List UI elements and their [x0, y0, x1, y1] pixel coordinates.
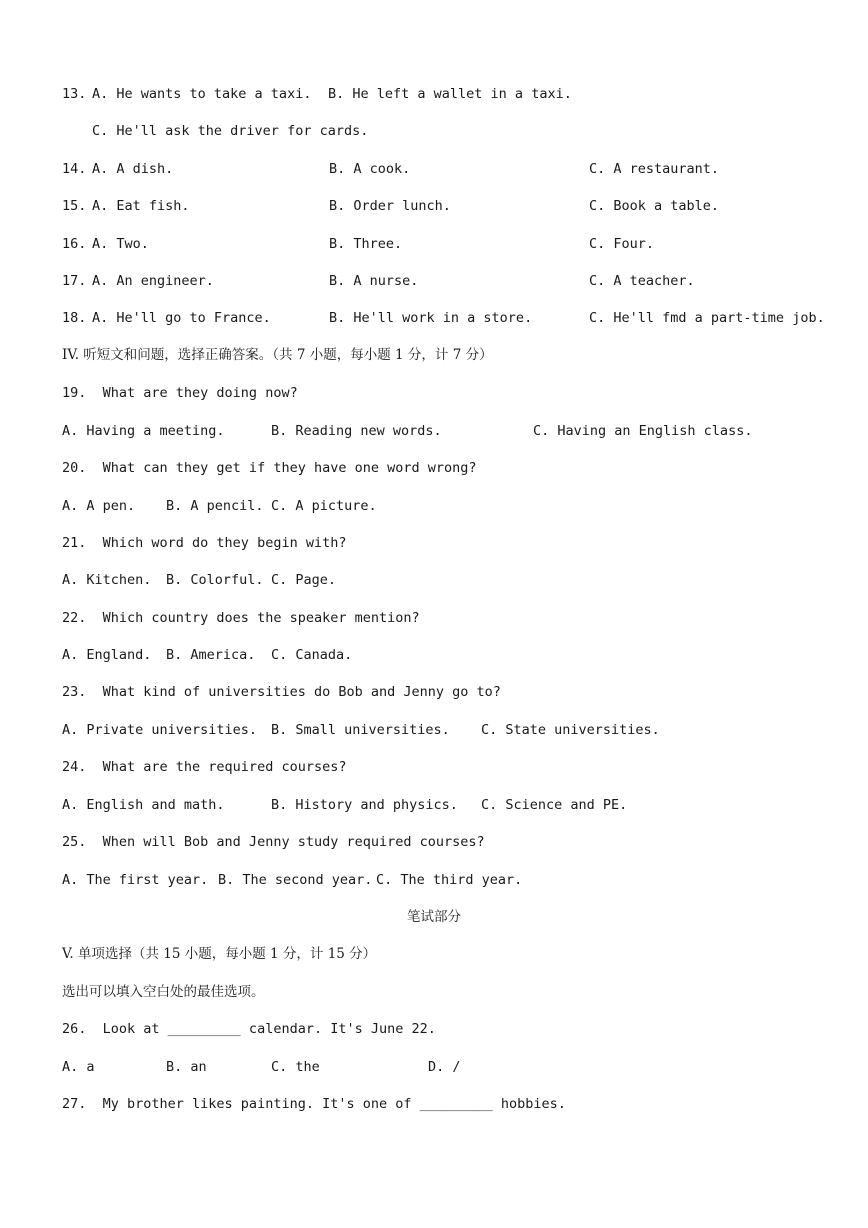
- question-25-option-c: C. The third year.: [376, 872, 523, 888]
- written-part-title: 笔试部分: [407, 909, 461, 925]
- question-19-text: 19. What are they doing now?: [62, 385, 298, 401]
- question-18-option-a: A. He'll go to France.: [92, 310, 271, 326]
- question-22-text: 22. Which country does the speaker mention?: [62, 610, 420, 626]
- question-20-text: 20. What can they get if they have one word wrong?: [62, 460, 477, 476]
- question-13-option-b: B. He left a wallet in a taxi.: [328, 86, 572, 102]
- question-22-option-b: B. America.: [166, 647, 256, 663]
- question-23-option-a: A. Private universities.: [62, 722, 258, 738]
- question-15-number: 15.: [62, 198, 87, 214]
- question-16-option-a: A. Two.: [92, 236, 149, 252]
- question-20-option-c: C. A picture.: [271, 498, 377, 514]
- question-17-option-a: A. An engineer.: [92, 273, 214, 289]
- question-19-option-a: A. Having a meeting.: [62, 423, 225, 439]
- question-26-option-b: B. an: [166, 1059, 207, 1075]
- question-22-option-a: A. England.: [62, 647, 152, 663]
- question-15-option-b: B. Order lunch.: [329, 198, 451, 214]
- question-24-option-b: B. History and physics.: [271, 797, 458, 813]
- question-21-option-a: A. Kitchen.: [62, 572, 152, 588]
- question-14-option-b: B. A cook.: [329, 161, 411, 177]
- question-13-option-a: A. He wants to take a taxi.: [92, 86, 312, 102]
- question-25-text: 25. When will Bob and Jenny study required courses?: [62, 834, 485, 850]
- question-21-option-b: B. Colorful.: [166, 572, 264, 588]
- question-23-option-b: B. Small universities.: [271, 722, 450, 738]
- question-21-option-c: C. Page.: [271, 572, 337, 588]
- question-19-option-c: C. Having an English class.: [533, 423, 753, 439]
- question-26-option-d: D. /: [428, 1059, 461, 1075]
- question-16-number: 16.: [62, 236, 87, 252]
- section-4-heading: IV. 听短文和问题，选择正确答案。（共 7 小题，每小题 1 分，计 7 分）: [62, 347, 493, 363]
- question-13-option-c: C. He'll ask the driver for cards.: [92, 123, 369, 139]
- question-24-option-c: C. Science and PE.: [481, 797, 628, 813]
- section-5-instruction: 选出可以填入空白处的最佳选项。: [62, 984, 265, 1000]
- question-26-option-a: A. a: [62, 1059, 95, 1075]
- question-16-option-c: C. Four.: [589, 236, 655, 252]
- question-13-number: 13.: [62, 86, 87, 102]
- question-17-option-b: B. A nurse.: [329, 273, 419, 289]
- question-25-option-a: A. The first year.: [62, 872, 209, 888]
- question-15-option-a: A. Eat fish.: [92, 198, 190, 214]
- question-18-option-b: B. He'll work in a store.: [329, 310, 533, 326]
- question-20-option-a: A. A pen.: [62, 498, 136, 514]
- question-26-text: 26. Look at _________ calendar. It's June 22.: [62, 1021, 436, 1037]
- question-22-option-c: C. Canada.: [271, 647, 353, 663]
- question-20-option-b: B. A pencil.: [166, 498, 264, 514]
- question-26-option-c: C. the: [271, 1059, 320, 1075]
- question-17-option-c: C. A teacher.: [589, 273, 695, 289]
- question-15-option-c: C. Book a table.: [589, 198, 720, 214]
- question-21-text: 21. Which word do they begin with?: [62, 535, 347, 551]
- question-14-number: 14.: [62, 161, 87, 177]
- question-23-option-c: C. State universities.: [481, 722, 660, 738]
- question-24-option-a: A. English and math.: [62, 797, 225, 813]
- question-14-option-a: A. A dish.: [92, 161, 174, 177]
- question-17-number: 17.: [62, 273, 87, 289]
- question-14-option-c: C. A restaurant.: [589, 161, 720, 177]
- question-25-option-b: B. The second year.: [218, 872, 373, 888]
- question-16-option-b: B. Three.: [329, 236, 403, 252]
- question-23-text: 23. What kind of universities do Bob and Jenny go to?: [62, 684, 501, 700]
- question-27-text: 27. My brother likes painting. It's one of _________ hobbies.: [62, 1096, 566, 1112]
- question-19-option-b: B. Reading new words.: [271, 423, 442, 439]
- question-24-text: 24. What are the required courses?: [62, 759, 347, 775]
- question-18-number: 18.: [62, 310, 87, 326]
- section-5-heading: V. 单项选择（共 15 小题，每小题 1 分，计 15 分）: [62, 946, 377, 962]
- question-18-option-c: C. He'll fmd a part-time job.: [589, 310, 825, 326]
